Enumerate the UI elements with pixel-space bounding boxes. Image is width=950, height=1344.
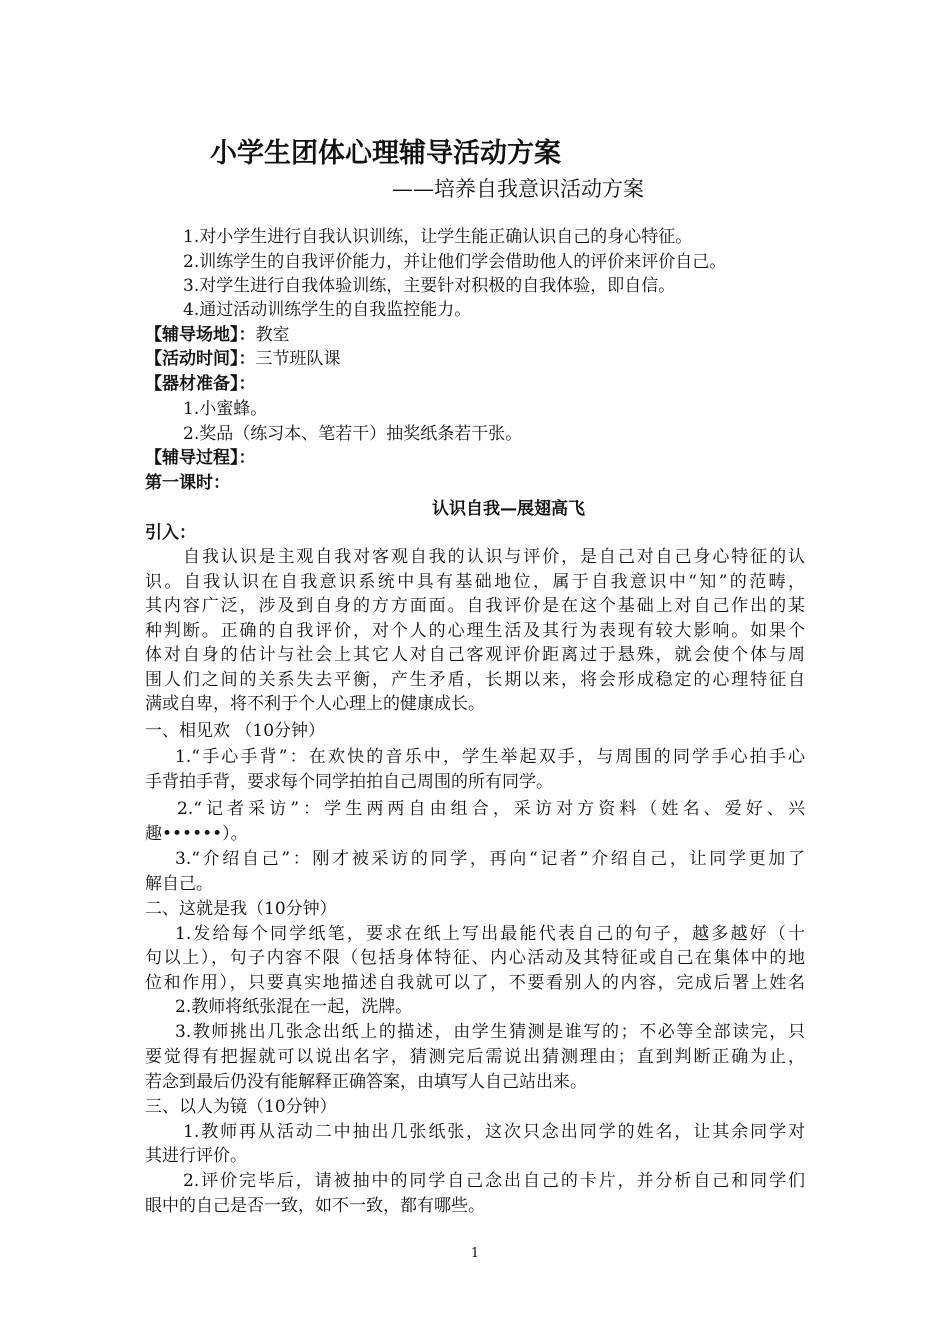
goal-4: 4.通过活动训练学生的自我监控能力。 — [183, 300, 472, 320]
intro-line: 体对自身的估计与社会上其它人对自己客观评价距离过于悬殊，就会使个体与周 — [145, 645, 805, 665]
intro-line: 自我认识是主观自我对客观自我的认识与评价，是自己对自己身心特征的认 — [183, 547, 805, 567]
section-3-line: 其进行评价。 — [145, 1146, 247, 1166]
lesson-1-label: 第一课时： — [145, 473, 230, 493]
goal-2: 2.训练学生的自我评价能力，并让他们学会借助他人的评价来评价自己。 — [183, 252, 727, 272]
time-label: 【活动时间】： — [145, 349, 256, 369]
document-title: 小学生团体心理辅导活动方案 — [210, 138, 561, 169]
section-3-line: 眼中的自己是否一致，如不一致，都有哪些。 — [145, 1196, 485, 1216]
section-1-line: 3.“介绍自己”：刚才被采访的同学，再向“记者”介绍自己，让同学更加了 — [175, 849, 805, 869]
process-label: 【辅导过程】： — [145, 448, 256, 468]
goal-1: 1.对小学生进行自我认识训练，让学生能正确认识自己的身心特征。 — [183, 227, 693, 247]
section-2-title: 二、这就是我（10分钟） — [145, 899, 337, 919]
equipment-item-1: 1.小蜜蜂。 — [183, 399, 268, 419]
lesson-1-heading: 认识自我—展翅高飞 — [432, 499, 585, 519]
intro-line: 识。自我认识在自我意识系统中具有基础地位，属于自我意识中“知”的范畴， — [145, 572, 805, 592]
venue-label: 【辅导场地】： — [145, 325, 256, 345]
venue-line — [145, 323, 290, 347]
intro-line: 满或自卑，将不利于个人心理上的健康成长。 — [145, 694, 485, 714]
time-value: 三节班队课 — [255, 349, 341, 369]
section-2-line: 若念到最后仍没有能解释正确答案，由填写人自己站出来。 — [145, 1072, 587, 1092]
section-2-line: 要觉得有把握就可以说出名字，猜测完后需说出猜测理由；直到判断正确为止， — [145, 1047, 805, 1067]
equipment-label: 【器材准备】： — [145, 374, 256, 394]
time-line — [145, 347, 341, 371]
section-2-line: 位和作用），只要真实地描述自我就可以了，不要看别人的内容，完成后署上姓名 — [145, 973, 805, 993]
section-2-line: 1.发给每个同学纸笔，要求在纸上写出最能代表自己的句子，越多越好（十 — [175, 924, 805, 944]
document-subtitle: ——培养自我意识活动方案 — [392, 177, 644, 201]
section-1-line: 2.“记者采访”：学生两两自由组合，采访对方资料（姓名、爱好、兴 — [177, 799, 805, 819]
section-1-line: 手背拍手背，要求每个同学拍拍自己周围的所有同学。 — [145, 772, 553, 792]
section-1-line: 1.“手心手背”：在欢快的音乐中，学生举起双手，与周围的同学手心拍手心 — [175, 747, 805, 767]
goal-3: 3.对学生进行自我体验训练，主要针对积极的自我体验，即自信。 — [183, 276, 676, 296]
intro-line: 其内容广泛，涉及到自身的方方面面。自我评价是在这个基础上对自己作出的某 — [145, 596, 805, 616]
intro-line: 种判断。正确的自我评价，对个人的心理生活及其行为表现有较大影响。如果个 — [145, 621, 805, 641]
section-1-title: 一、相见欢 （10分钟） — [145, 721, 326, 741]
page-number: 1 — [470, 1246, 480, 1261]
section-3-title: 三、以人为镜（10分钟） — [145, 1097, 337, 1117]
section-2-line: 句以上），句子内容不限（包括身体特征、内心活动及其特征或自己在集体中的地 — [145, 948, 805, 968]
intro-label: 引入： — [145, 523, 196, 543]
section-2-line: 3.教师挑出几张念出纸上的描述，由学生猜测是谁写的；不必等全部读完，只 — [175, 1022, 805, 1042]
intro-line: 围人们之间的关系失去平衡，产生矛盾，长期以来，将会形成稳定的心理特征自 — [145, 670, 805, 690]
section-2-line: 2.教师将纸张混在一起，洗牌。 — [175, 997, 413, 1017]
section-3-line: 1.教师再从活动二中抽出几张纸张，这次只念出同学的姓名，让其余同学对 — [183, 1122, 805, 1142]
equipment-item-2: 2.奖品（练习本、笔若干）抽奖纸条若干张。 — [183, 424, 523, 444]
venue-value: 教室 — [255, 325, 290, 345]
section-1-line: 趣••••••）。 — [145, 824, 248, 844]
section-1-line: 解自己。 — [145, 874, 213, 894]
section-3-line: 2.评价完毕后，请被抽中的同学自己念出自己的卡片，并分析自己和同学们 — [183, 1171, 805, 1191]
